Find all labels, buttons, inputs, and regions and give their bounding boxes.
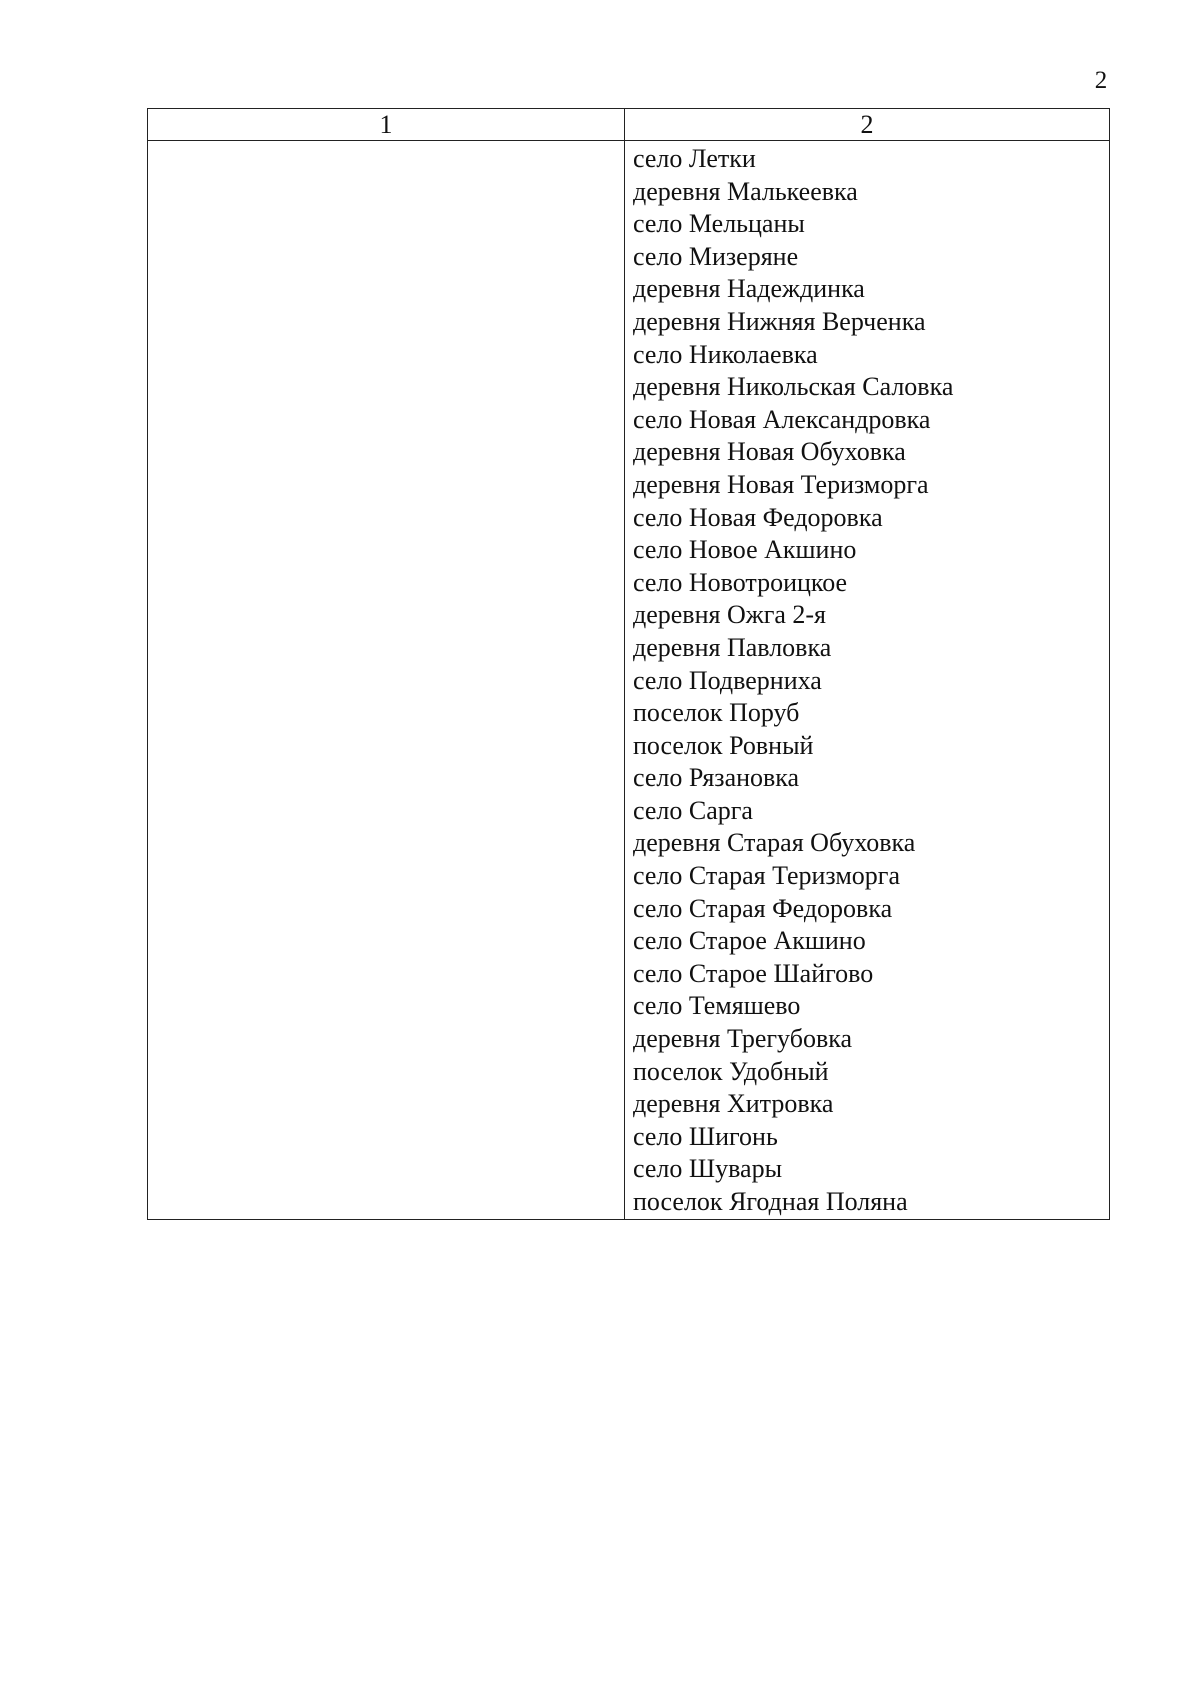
list-item: село Старое Акшино	[633, 926, 866, 956]
list-item: село Мизеряне	[633, 241, 799, 271]
list-item: деревня Хитровка	[633, 1089, 834, 1119]
list-item: село Шувары	[633, 1154, 783, 1184]
list-item: деревня Трегубовка	[633, 1024, 852, 1054]
list-item: село Рязановка	[633, 763, 800, 793]
list-item: деревня Старая Обуховка	[633, 828, 916, 858]
list-item: поселок Ровный	[633, 730, 814, 760]
list-item: село Темяшево	[633, 991, 801, 1021]
list-item: поселок Удобный	[633, 1056, 829, 1086]
table-row	[148, 141, 1110, 1220]
list-item: село Старое Шайгово	[633, 958, 874, 988]
settlements-table	[147, 108, 1110, 1220]
list-item: село Мельцаны	[633, 209, 805, 239]
list-item: деревня Павловка	[633, 632, 832, 662]
table-header-row	[148, 109, 1110, 141]
column-header-2: 2	[625, 109, 1110, 141]
list-item: деревня Надеждинка	[633, 274, 865, 304]
list-item: село Николаевка	[633, 339, 818, 369]
list-item: село Новотроицкое	[633, 567, 848, 597]
list-item: поселок Ягодная Поляна	[633, 1187, 908, 1216]
list-item: село Шигонь	[633, 1121, 778, 1151]
list-item: деревня Новая Обуховка	[633, 437, 906, 467]
list-item: деревня Малькеевка	[633, 176, 858, 206]
list-item: деревня Никольская Саловка	[633, 372, 954, 402]
list-item: село Новая Федоровка	[633, 502, 883, 532]
list-item: село Старая Теризморга	[633, 861, 900, 891]
column-2-cell	[625, 141, 1110, 1220]
settlement-list	[625, 141, 1109, 1219]
list-item: село Новая Александровка	[633, 404, 931, 434]
list-item: село Подверниха	[633, 665, 822, 695]
column-1-cell	[148, 141, 625, 1220]
list-item: деревня Ожга 2-я	[633, 600, 827, 630]
list-item: село Старая Федоровка	[633, 893, 893, 923]
list-item: село Новое Акшино	[633, 535, 857, 565]
list-item: поселок Поруб	[633, 698, 800, 728]
list-item: деревня Новая Теризморга	[633, 469, 929, 499]
list-item: деревня Нижняя Верченка	[633, 306, 926, 336]
list-item: село Сарга	[633, 795, 753, 825]
list-item: село Летки	[633, 144, 756, 173]
column-header-1: 1	[148, 109, 625, 141]
page-number: 2	[1094, 67, 1108, 94]
